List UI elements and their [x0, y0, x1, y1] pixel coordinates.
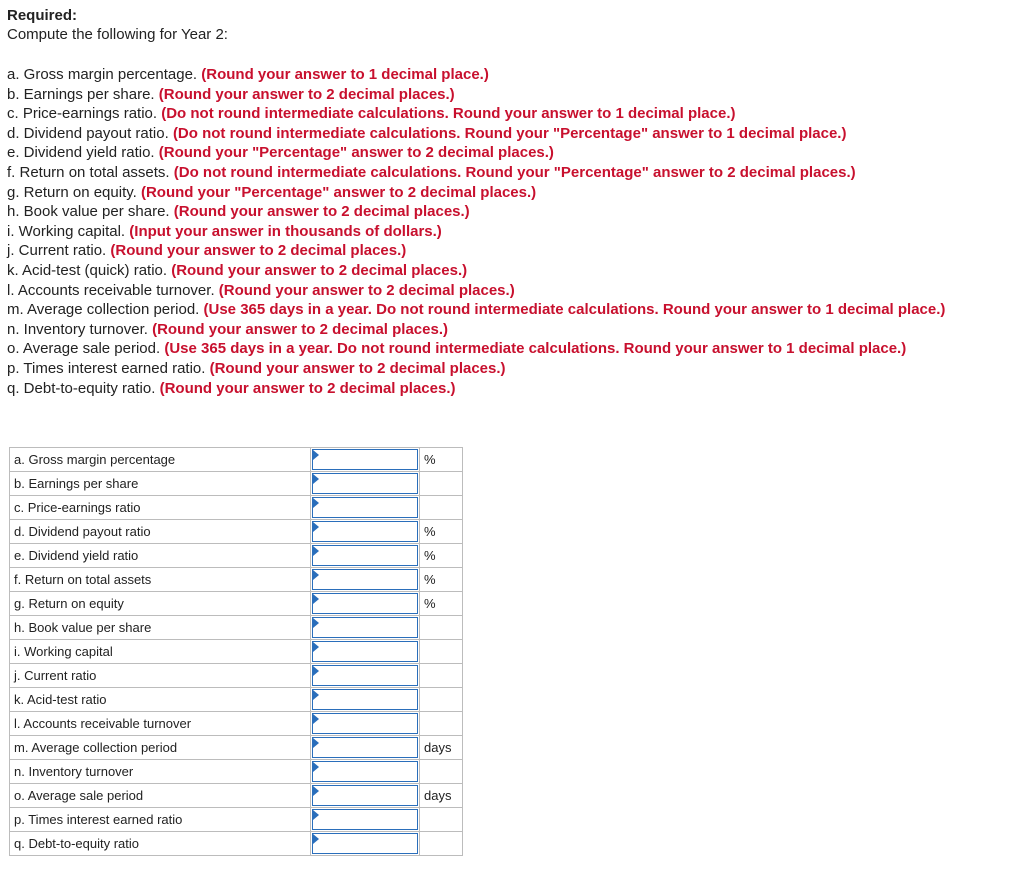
answer-input[interactable]	[313, 546, 417, 565]
table-row	[10, 760, 463, 784]
unit-label: days	[420, 736, 463, 760]
input-marker-icon	[313, 714, 319, 724]
required-heading: Required:	[7, 7, 78, 24]
rounding-note: (Round your "Percentage" answer to 2 decimal places.)	[158, 144, 554, 162]
instruction-text: d. Dividend payout ratio.	[7, 124, 173, 142]
table-row	[10, 712, 463, 736]
table-row	[10, 568, 463, 592]
answer-input-box	[312, 617, 418, 638]
table-row	[10, 592, 463, 616]
input-marker-icon	[313, 498, 319, 508]
table-row	[10, 640, 463, 664]
unit-label	[420, 832, 463, 856]
row-label: j. Current ratio	[10, 664, 311, 688]
rounding-note: (Use 365 days in a year. Do not round intermediate calculations. Round your answer to 1 decimal place.)	[164, 340, 907, 358]
instruction-item	[7, 300, 1019, 320]
instruction-item	[7, 320, 1019, 340]
table-row	[10, 664, 463, 688]
unit-label	[420, 760, 463, 784]
input-marker-icon	[313, 594, 319, 604]
instruction-item	[7, 222, 1019, 242]
rounding-note: (Do not round intermediate calculations. Round your answer to 1 decimal place.)	[161, 105, 736, 123]
table-row	[10, 448, 463, 472]
table-row	[10, 520, 463, 544]
unit-label: %	[420, 544, 463, 568]
instruction-list	[7, 65, 1019, 398]
rounding-note: (Round your "Percentage" answer to 2 decimal places.)	[140, 183, 537, 201]
row-label: a. Gross margin percentage	[10, 448, 311, 472]
answer-cell	[311, 544, 420, 568]
answer-input-box	[312, 833, 418, 854]
instruction-item	[7, 339, 1019, 359]
instruction-item	[7, 104, 1019, 124]
row-label: d. Dividend payout ratio	[10, 520, 311, 544]
instruction-text: a. Gross margin percentage.	[7, 66, 202, 83]
rounding-note: (Round your answer to 1 decimal place.)	[201, 66, 489, 83]
instruction-item	[7, 359, 1019, 379]
rounding-note: (Round your answer to 2 decimal places.)	[209, 359, 506, 377]
answer-input[interactable]	[313, 498, 417, 517]
instruction-item	[7, 281, 1019, 301]
answer-input-box	[312, 785, 418, 806]
instruction-text: o. Average sale period.	[7, 340, 165, 358]
instruction-item	[7, 261, 1019, 281]
answer-input-box	[312, 473, 418, 494]
instruction-item	[7, 65, 1019, 85]
table-row	[10, 496, 463, 520]
unit-label	[420, 688, 463, 712]
answer-input-box	[312, 641, 418, 662]
answer-input[interactable]	[313, 642, 417, 661]
answer-cell	[311, 472, 420, 496]
table-row	[10, 808, 463, 832]
answer-input-box	[312, 545, 418, 566]
rounding-note: (Round your answer to 2 decimal places.)	[173, 203, 470, 221]
instruction-text: f. Return on total assets.	[7, 163, 174, 181]
instruction-item	[7, 85, 1019, 105]
rounding-note: (Round your answer to 2 decimal places.)	[152, 320, 448, 338]
instruction-text: i. Working capital.	[7, 222, 130, 240]
unit-label	[420, 640, 463, 664]
unit-label: %	[420, 592, 463, 616]
answer-input-box	[312, 713, 418, 734]
answer-input-box	[312, 593, 418, 614]
input-marker-icon	[313, 522, 319, 532]
table-row	[10, 688, 463, 712]
instruction-text: c. Price-earnings ratio.	[7, 105, 162, 123]
input-marker-icon	[313, 738, 319, 748]
answer-input[interactable]	[313, 762, 417, 781]
row-label: h. Book value per share	[10, 616, 311, 640]
row-label: e. Dividend yield ratio	[10, 544, 311, 568]
answer-input[interactable]	[313, 666, 417, 685]
rounding-note: (Input your answer in thousands of dollars.)	[129, 222, 442, 240]
row-label: q. Debt-to-equity ratio	[10, 832, 311, 856]
row-label: l. Accounts receivable turnover	[10, 712, 311, 736]
input-marker-icon	[313, 474, 319, 484]
row-label: i. Working capital	[10, 640, 311, 664]
unit-label	[420, 808, 463, 832]
answer-input-box	[312, 665, 418, 686]
rounding-note: (Use 365 days in a year. Do not round intermediate calculations. Round your answer to 1 decimal place.)	[203, 301, 946, 319]
input-marker-icon	[313, 450, 319, 460]
row-label: k. Acid-test ratio	[10, 688, 311, 712]
table-row	[10, 616, 463, 640]
rounding-note: (Round your answer to 2 decimal places.)	[218, 281, 515, 299]
answer-input[interactable]	[313, 738, 417, 757]
answer-cell	[311, 496, 420, 520]
rounding-note: (Round your answer to 2 decimal places.)	[110, 242, 407, 260]
question-prompt	[7, 6, 1019, 398]
answer-cell	[311, 592, 420, 616]
answer-table	[9, 447, 463, 856]
answer-input[interactable]	[313, 810, 417, 829]
rounding-note: (Round your answer to 2 decimal places.)	[159, 379, 456, 397]
input-marker-icon	[313, 618, 319, 628]
table-row	[10, 832, 463, 856]
instruction-text: n. Inventory turnover.	[7, 320, 153, 338]
rounding-note: (Round your answer to 2 decimal places.)	[171, 261, 468, 279]
input-marker-icon	[313, 834, 319, 844]
instruction-text: m. Average collection period.	[7, 301, 204, 319]
instruction-item	[7, 241, 1019, 261]
answer-input[interactable]	[313, 690, 417, 709]
instruction-item	[7, 183, 1019, 203]
answer-cell	[311, 520, 420, 544]
rounding-note: (Do not round intermediate calculations. Round your "Percentage" answer to 2 decimal places.)	[173, 163, 856, 181]
answer-input[interactable]	[313, 714, 417, 733]
answer-input[interactable]	[313, 474, 417, 493]
instruction-item	[7, 202, 1019, 222]
input-marker-icon	[313, 546, 319, 556]
answer-input-box	[312, 761, 418, 782]
table-row	[10, 472, 463, 496]
answer-input-box	[312, 449, 418, 470]
instruction-text: e. Dividend yield ratio.	[7, 144, 159, 162]
instruction-text: k. Acid-test (quick) ratio.	[7, 261, 172, 279]
table-row	[10, 736, 463, 760]
answer-input[interactable]	[313, 522, 417, 541]
answer-cell	[311, 784, 420, 808]
input-marker-icon	[313, 570, 319, 580]
table-row	[10, 784, 463, 808]
answer-input[interactable]	[313, 834, 417, 853]
input-marker-icon	[313, 666, 319, 676]
instruction-text: j. Current ratio.	[7, 242, 111, 260]
row-label: g. Return on equity	[10, 592, 311, 616]
instruction-text: g. Return on equity.	[7, 183, 141, 201]
rounding-note: (Round your answer to 2 decimal places.)	[158, 85, 455, 103]
row-label: m. Average collection period	[10, 736, 311, 760]
answer-cell	[311, 568, 420, 592]
answer-input-box	[312, 497, 418, 518]
unit-label	[420, 496, 463, 520]
answer-input-box	[312, 737, 418, 758]
answer-cell	[311, 760, 420, 784]
row-label: n. Inventory turnover	[10, 760, 311, 784]
instruction-item	[7, 163, 1019, 183]
unit-label	[420, 616, 463, 640]
answer-input[interactable]	[313, 618, 417, 637]
answer-input-box	[312, 689, 418, 710]
answer-cell	[311, 616, 420, 640]
answer-cell	[311, 688, 420, 712]
unit-label: %	[420, 568, 463, 592]
row-label: b. Earnings per share	[10, 472, 311, 496]
row-label: f. Return on total assets	[10, 568, 311, 592]
answer-input-box	[312, 569, 418, 590]
input-marker-icon	[313, 786, 319, 796]
instruction-text: q. Debt-to-equity ratio.	[7, 379, 160, 397]
instruction-text: l. Accounts receivable turnover.	[7, 281, 219, 299]
table-row	[10, 544, 463, 568]
row-label: o. Average sale period	[10, 784, 311, 808]
answer-input[interactable]	[313, 450, 417, 469]
answer-input[interactable]	[313, 786, 417, 805]
prompt-subtitle: Compute the following for Year 2:	[7, 26, 228, 43]
instruction-item	[7, 124, 1019, 144]
unit-label	[420, 664, 463, 688]
answer-cell	[311, 808, 420, 832]
input-marker-icon	[313, 690, 319, 700]
answer-input-box	[312, 521, 418, 542]
answer-input[interactable]	[313, 594, 417, 613]
answer-cell	[311, 712, 420, 736]
answer-cell	[311, 736, 420, 760]
input-marker-icon	[313, 762, 319, 772]
instruction-text: p. Times interest earned ratio.	[7, 359, 210, 377]
rounding-note: (Do not round intermediate calculations. Round your "Percentage" answer to 1 decimal place.)	[172, 124, 847, 142]
answer-input[interactable]	[313, 570, 417, 589]
answer-cell	[311, 832, 420, 856]
row-label: p. Times interest earned ratio	[10, 808, 311, 832]
unit-label	[420, 472, 463, 496]
input-marker-icon	[313, 642, 319, 652]
unit-label	[420, 712, 463, 736]
instruction-text: b. Earnings per share.	[7, 85, 159, 103]
instruction-item	[7, 379, 1019, 399]
row-label: c. Price-earnings ratio	[10, 496, 311, 520]
answer-cell	[311, 448, 420, 472]
answer-input-box	[312, 809, 418, 830]
instruction-item	[7, 143, 1019, 163]
unit-label: %	[420, 448, 463, 472]
unit-label: days	[420, 784, 463, 808]
input-marker-icon	[313, 810, 319, 820]
unit-label: %	[420, 520, 463, 544]
answer-cell	[311, 664, 420, 688]
instruction-text: h. Book value per share.	[7, 203, 174, 221]
answer-cell	[311, 640, 420, 664]
